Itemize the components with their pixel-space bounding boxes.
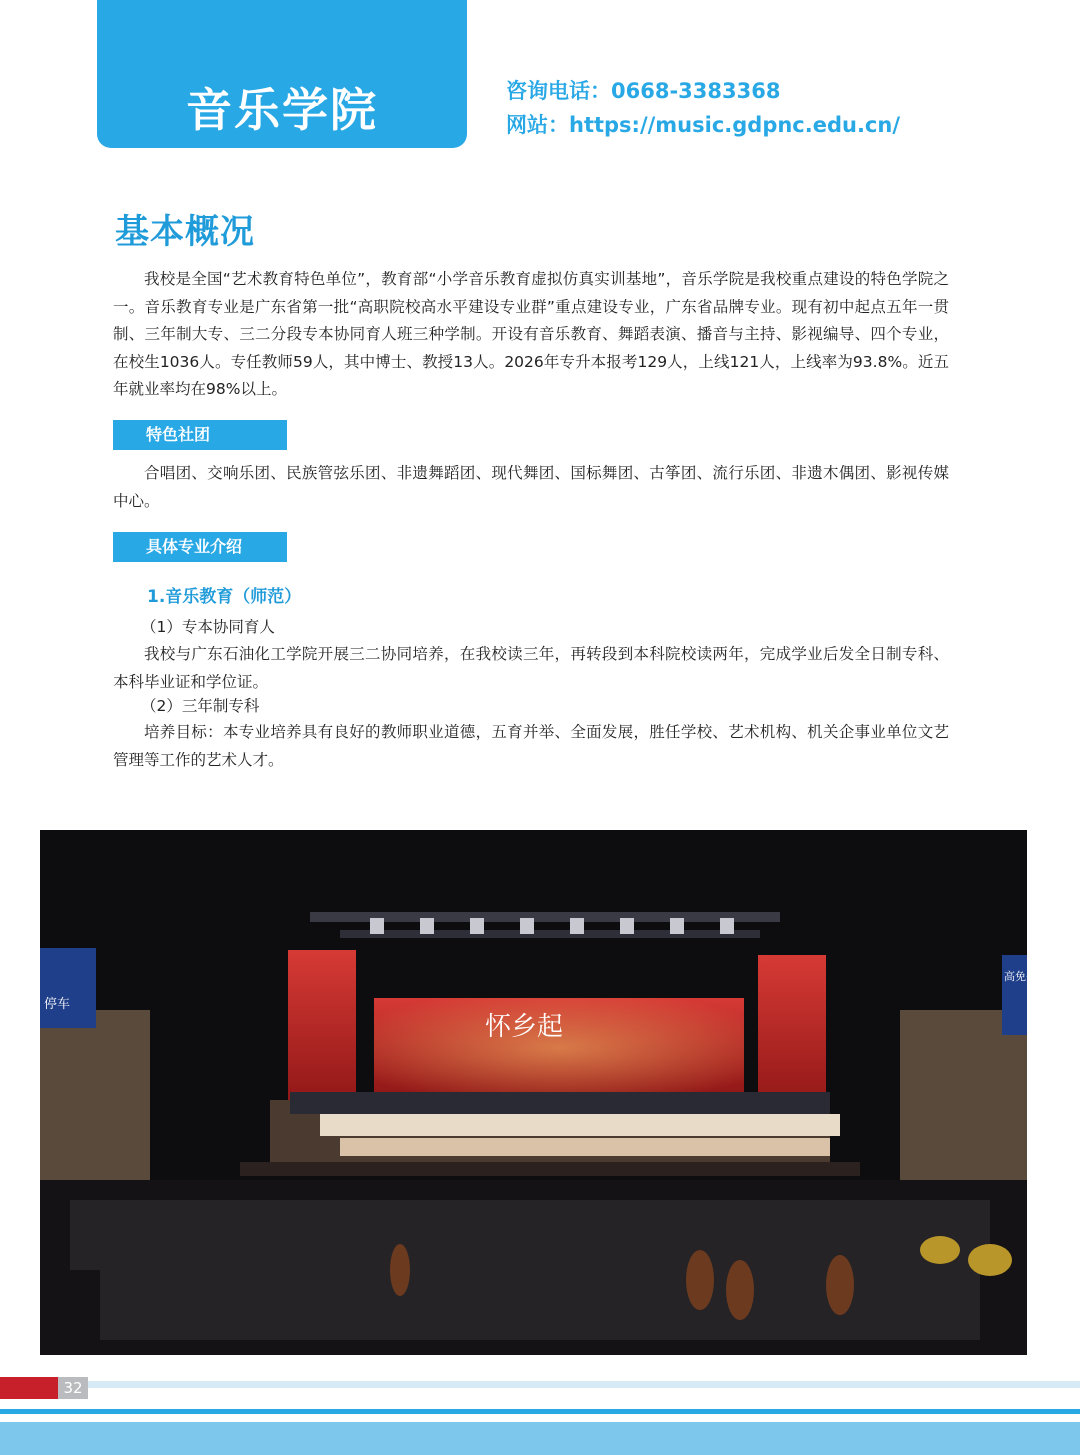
contact-phone: 咨询电话：0668-3383368 [506, 79, 781, 103]
contact-website[interactable]: 网站：https://music.gdpnc.edu.cn/ [506, 113, 900, 137]
overview-heading: 基本概况 [115, 212, 255, 252]
footer-accent-red [0, 1377, 58, 1399]
major-1-sub-1-title: （1）专本协同育人 [141, 618, 275, 636]
major-1-sub-2-title: （2）三年制专科 [141, 697, 260, 715]
clubs-paragraph: 合唱团、交响乐团、民族管弦乐团、非遗舞蹈团、现代舞团、国标舞团、古筝团、流行乐团、非遗木偶团、影视传媒中心。 [113, 464, 949, 510]
overview-paragraph: 我校是全国“艺术教育特色单位”，教育部“小学音乐教育虚拟仿真实训基地”，音乐学院是我校重点建设的特色学院之一。音乐教育专业是广东省第一批“高职院校高水平建设专业群”重点建设专业，广东省品牌专业。现有初中起点五年一贯制、三年制大专、三二分段专本协同育人班三种学制。开设有音乐教育、舞蹈表演、播音与主持、影视编导、四个专业，在校生1036人。专任教师59人，其中博士、教授13人。2026年专升本报考129人，上线121人，上线率为93.8%。近五年就业率均在98%以上。 [113, 270, 949, 398]
major-1-title: 1.音乐教育（师范） [147, 587, 302, 607]
major-1-sub-2-body: 培养目标：本专业培养具有良好的教师职业道德，五育并举、全面发展，胜任学校、艺术机构、机关企事业单位文艺管理等工作的艺术人才。 [113, 723, 949, 769]
left-screen-text: 停车 [44, 997, 71, 1012]
footer-band [0, 1422, 1080, 1455]
major-1-sub-1-body: 我校与广东石油化工学院开展三二协同培养，在我校读三年，再转段到本科院校读两年，完成学业后发全日制专科、本科毕业证和学位证。 [113, 645, 949, 691]
right-screen-text: 高免仅 [1004, 970, 1037, 983]
header-tab [97, 0, 467, 148]
concert-photo [40, 830, 1037, 1355]
footer-stripe-light [88, 1381, 1080, 1388]
page-title: 音乐学院 [186, 83, 378, 137]
page-number: 32 [58, 1377, 88, 1399]
footer-stripe-blue [0, 1409, 1080, 1414]
clubs-label: 特色社团 [113, 420, 287, 450]
majors-label: 具体专业介绍 [113, 532, 287, 562]
banner-text: 怀乡起 [485, 1012, 564, 1042]
contact-info [506, 74, 900, 142]
concert-photo-illustration [40, 830, 1037, 1355]
